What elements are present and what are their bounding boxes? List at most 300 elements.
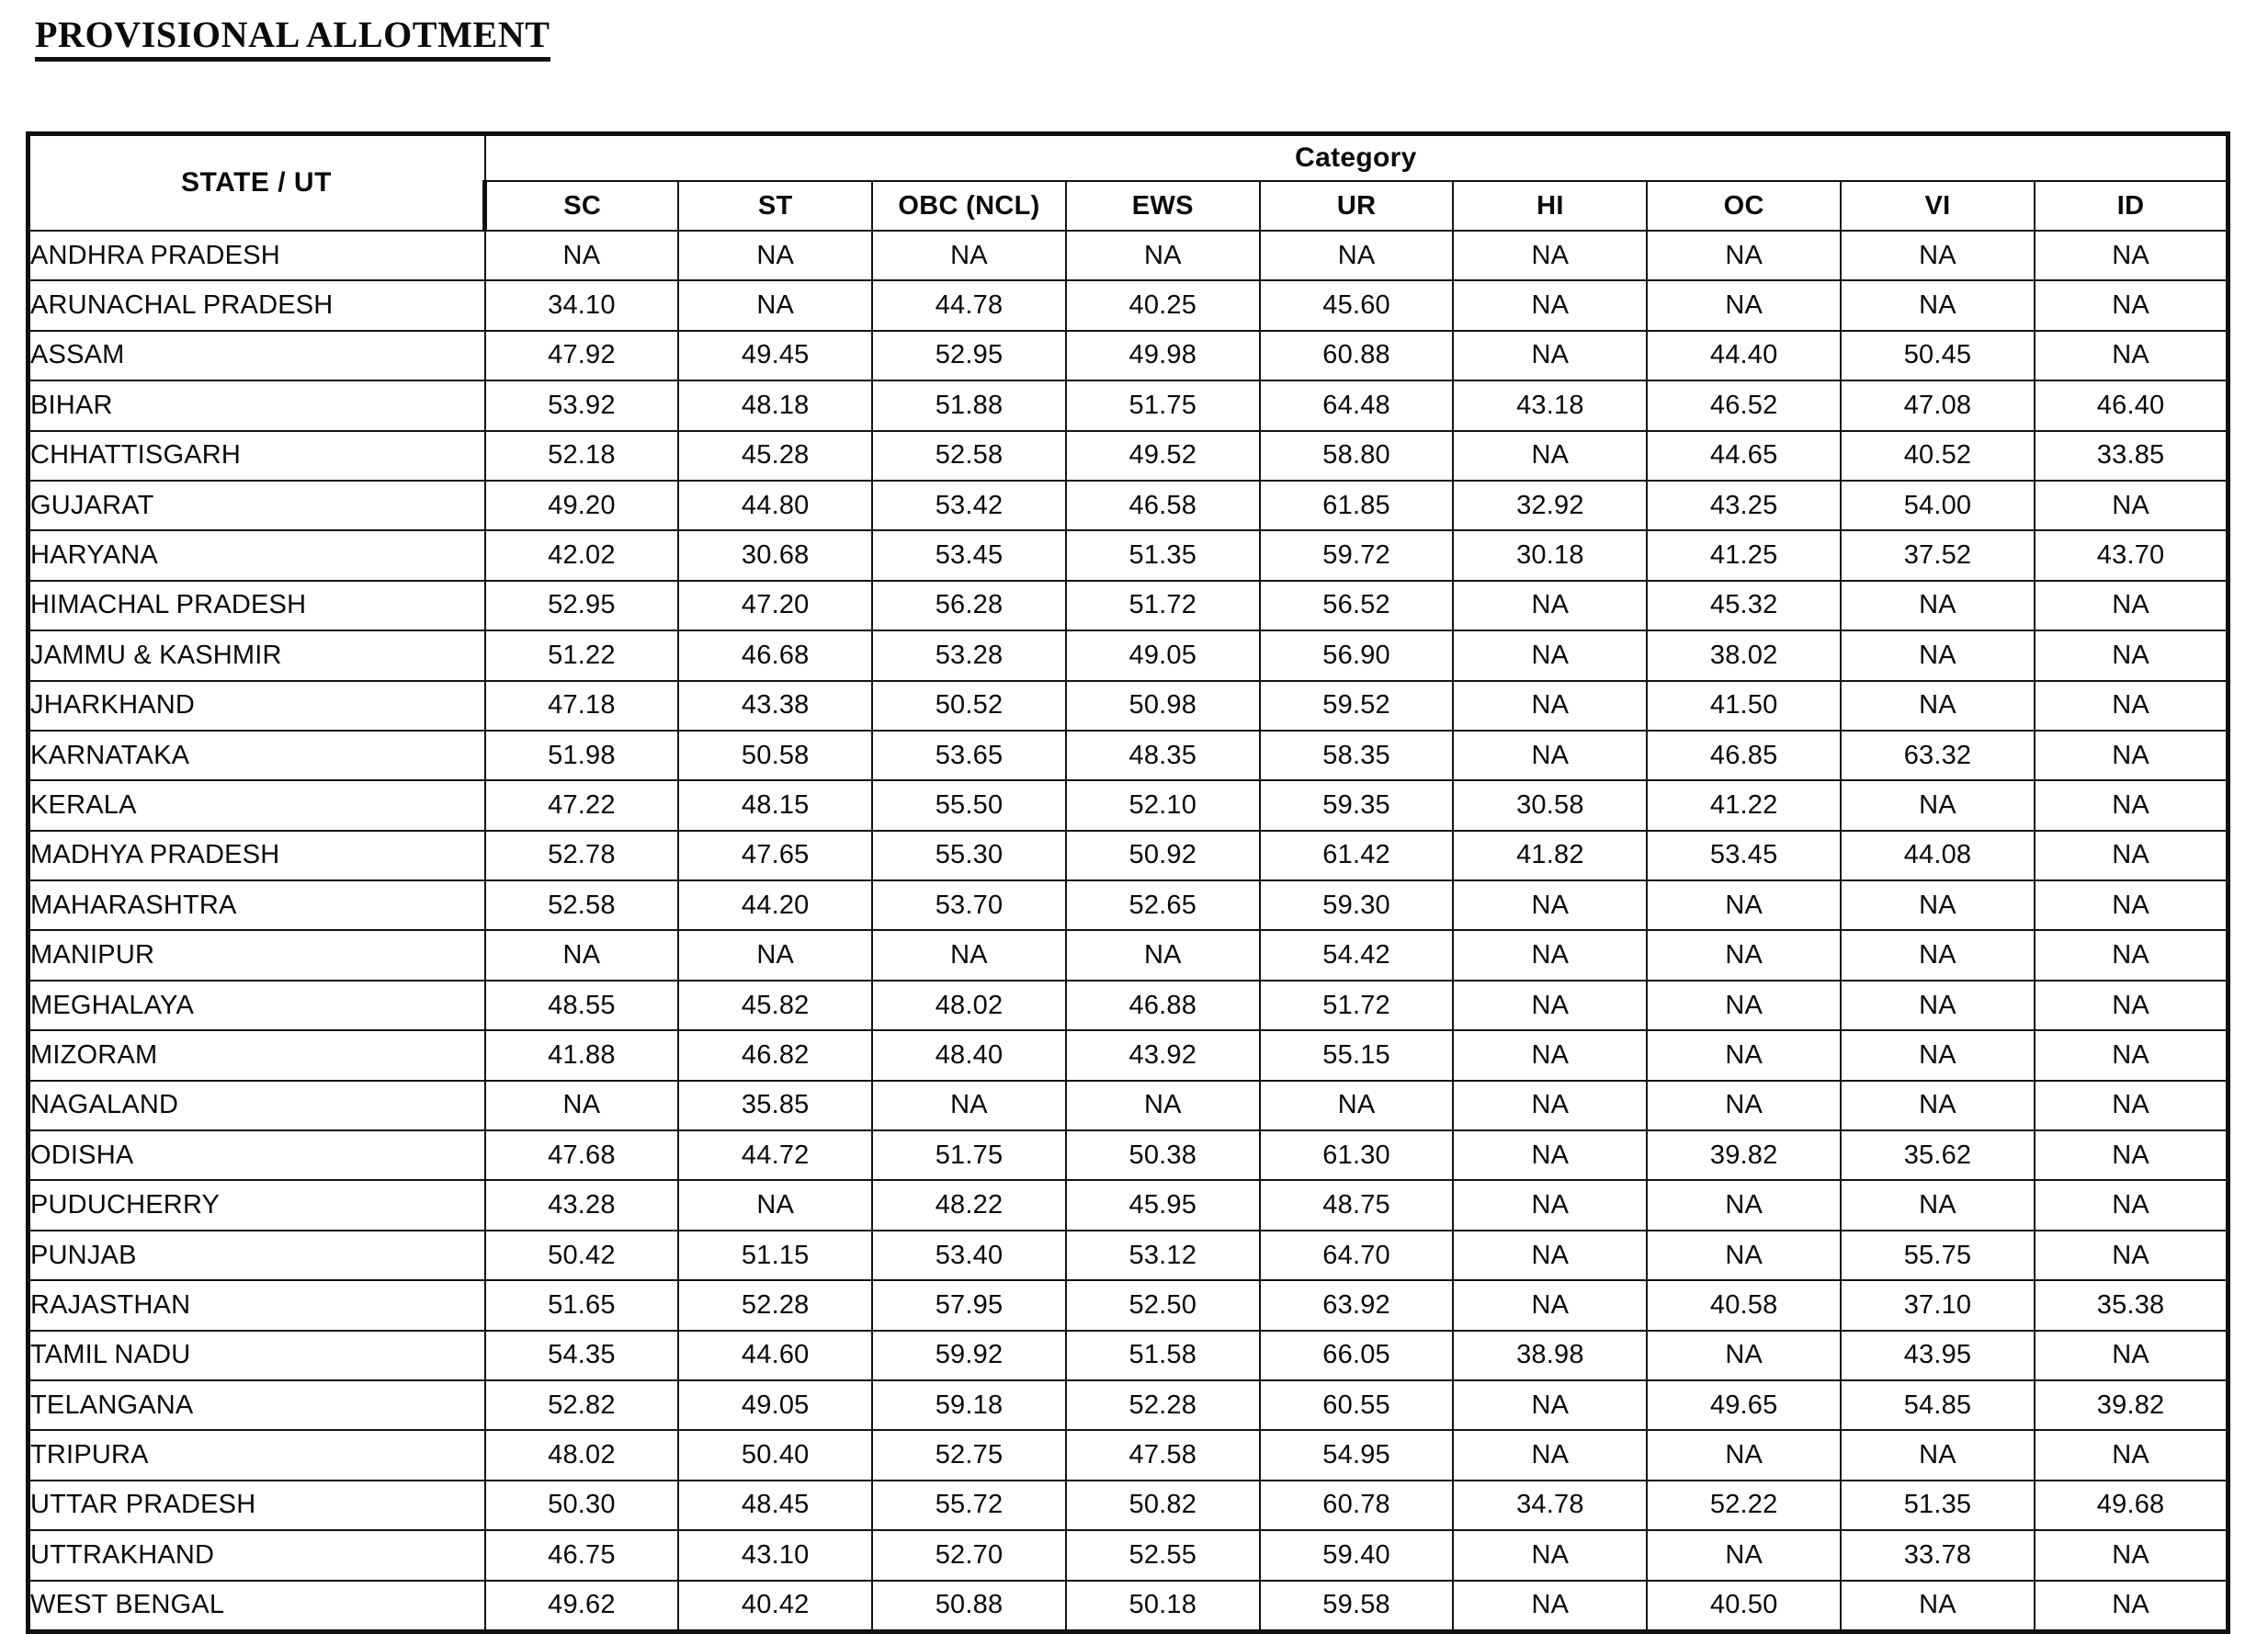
cell-ews-value: 52.65 — [1066, 880, 1260, 930]
cell-state-name: PUNJAB — [28, 1231, 485, 1280]
cell-vi-value: NA — [1841, 880, 2035, 930]
cell-ews-value: 51.72 — [1066, 581, 1260, 630]
cell-ews-value: 43.92 — [1066, 1030, 1260, 1080]
cell-st-value: 30.68 — [678, 530, 872, 580]
cell-st-value: 52.28 — [678, 1280, 872, 1330]
cell-vi-value: 40.52 — [1841, 431, 2035, 481]
cell-hi-value: NA — [1453, 1030, 1647, 1080]
cell-ews-value: NA — [1066, 1081, 1260, 1130]
cell-oc-value: 40.58 — [1647, 1280, 1841, 1330]
cell-oc-value: NA — [1647, 981, 1841, 1030]
cell-id-value: NA — [2035, 1030, 2228, 1080]
cell-obc-ncl-value: 55.50 — [872, 780, 1066, 830]
column-header-hi: HI — [1453, 181, 1647, 231]
cell-ews-value: 50.92 — [1066, 831, 1260, 880]
cell-ur-value: 55.15 — [1260, 1030, 1454, 1080]
table-row — [28, 380, 2228, 430]
cell-id-value: NA — [2035, 1180, 2228, 1230]
cell-state-name: MADHYA PRADESH — [28, 831, 485, 880]
cell-id-value: NA — [2035, 1081, 2228, 1130]
provisional-allotment-table — [26, 131, 2230, 1634]
cell-state-name: ARUNACHAL PRADESH — [28, 280, 485, 330]
cell-oc-value: 41.50 — [1647, 681, 1841, 731]
cell-obc-ncl-value: 52.75 — [872, 1430, 1066, 1480]
cell-sc-value: 43.28 — [485, 1180, 679, 1230]
cell-state-name: JAMMU & KASHMIR — [28, 630, 485, 680]
cell-sc-value: 50.30 — [485, 1481, 679, 1530]
table-body — [28, 231, 2228, 1631]
cell-st-value: NA — [678, 231, 872, 280]
cell-oc-value: NA — [1647, 1430, 1841, 1480]
cell-hi-value: NA — [1453, 1180, 1647, 1230]
cell-st-value: 43.10 — [678, 1530, 872, 1580]
column-header-id: ID — [2035, 181, 2228, 231]
cell-st-value: NA — [678, 930, 872, 980]
cell-id-value: NA — [2035, 1130, 2228, 1180]
cell-st-value: 35.85 — [678, 1081, 872, 1130]
cell-obc-ncl-value: 55.72 — [872, 1481, 1066, 1530]
cell-hi-value: NA — [1453, 630, 1647, 680]
cell-st-value: 44.80 — [678, 481, 872, 530]
cell-ews-value: NA — [1066, 231, 1260, 280]
cell-ews-value: 52.28 — [1066, 1380, 1260, 1430]
cell-oc-value: 41.22 — [1647, 780, 1841, 830]
cell-ews-value: 45.95 — [1066, 1180, 1260, 1230]
table-head — [28, 134, 2228, 232]
column-header-state-ut: STATE / UT — [28, 134, 485, 232]
cell-ews-value: 40.25 — [1066, 280, 1260, 330]
cell-sc-value: 48.55 — [485, 981, 679, 1030]
cell-ews-value: 52.10 — [1066, 780, 1260, 830]
cell-hi-value: 38.98 — [1453, 1331, 1647, 1380]
table-row — [28, 831, 2228, 880]
cell-obc-ncl-value: 53.42 — [872, 481, 1066, 530]
cell-st-value: NA — [678, 280, 872, 330]
cell-ur-value: 59.30 — [1260, 880, 1454, 930]
table-row — [28, 681, 2228, 731]
table-row — [28, 1581, 2228, 1632]
cell-st-value: 47.65 — [678, 831, 872, 880]
cell-ur-value: 54.42 — [1260, 930, 1454, 980]
column-header-oc: OC — [1647, 181, 1841, 231]
cell-sc-value: 51.22 — [485, 630, 679, 680]
cell-id-value: NA — [2035, 930, 2228, 980]
cell-vi-value: 37.52 — [1841, 530, 2035, 580]
cell-ews-value: 50.98 — [1066, 681, 1260, 731]
cell-obc-ncl-value: 59.18 — [872, 1380, 1066, 1430]
cell-vi-value: NA — [1841, 280, 2035, 330]
cell-ews-value: 49.05 — [1066, 630, 1260, 680]
cell-ews-value: 53.12 — [1066, 1231, 1260, 1280]
cell-sc-value: NA — [485, 1081, 679, 1130]
cell-st-value: 49.45 — [678, 331, 872, 380]
cell-ews-value: 50.38 — [1066, 1130, 1260, 1180]
cell-hi-value: NA — [1453, 1530, 1647, 1580]
cell-st-value: 46.68 — [678, 630, 872, 680]
cell-sc-value: 54.35 — [485, 1331, 679, 1380]
cell-ews-value: 52.50 — [1066, 1280, 1260, 1330]
cell-hi-value: NA — [1453, 1581, 1647, 1632]
cell-state-name: HIMACHAL PRADESH — [28, 581, 485, 630]
cell-vi-value: NA — [1841, 681, 2035, 731]
cell-ur-value: 59.72 — [1260, 530, 1454, 580]
allotment-table-container — [26, 131, 2226, 1634]
cell-ews-value: 51.35 — [1066, 530, 1260, 580]
cell-oc-value: NA — [1647, 1180, 1841, 1230]
table-row — [28, 1380, 2228, 1430]
cell-hi-value: NA — [1453, 1380, 1647, 1430]
cell-sc-value: 52.58 — [485, 880, 679, 930]
cell-oc-value: 53.45 — [1647, 831, 1841, 880]
cell-hi-value: 30.58 — [1453, 780, 1647, 830]
cell-hi-value: NA — [1453, 1081, 1647, 1130]
cell-id-value: NA — [2035, 481, 2228, 530]
cell-st-value: 46.82 — [678, 1030, 872, 1080]
cell-state-name: TRIPURA — [28, 1430, 485, 1480]
cell-ur-value: 54.95 — [1260, 1430, 1454, 1480]
cell-vi-value: NA — [1841, 981, 2035, 1030]
cell-oc-value: 52.22 — [1647, 1481, 1841, 1530]
cell-state-name: MANIPUR — [28, 930, 485, 980]
cell-hi-value: NA — [1453, 280, 1647, 330]
cell-vi-value: 33.78 — [1841, 1530, 2035, 1580]
cell-state-name: RAJASTHAN — [28, 1280, 485, 1330]
column-header-obc-ncl: OBC (NCL) — [872, 181, 1066, 231]
cell-hi-value: NA — [1453, 1231, 1647, 1280]
cell-st-value: 44.72 — [678, 1130, 872, 1180]
cell-id-value: NA — [2035, 1231, 2228, 1280]
cell-id-value: 33.85 — [2035, 431, 2228, 481]
cell-obc-ncl-value: 56.28 — [872, 581, 1066, 630]
cell-sc-value: NA — [485, 231, 679, 280]
cell-state-name: HARYANA — [28, 530, 485, 580]
cell-ur-value: 64.70 — [1260, 1231, 1454, 1280]
cell-state-name: UTTRAKHAND — [28, 1530, 485, 1580]
cell-oc-value: NA — [1647, 280, 1841, 330]
cell-st-value: NA — [678, 1180, 872, 1230]
cell-sc-value: 46.75 — [485, 1530, 679, 1580]
cell-id-value: NA — [2035, 1430, 2228, 1480]
cell-vi-value: 47.08 — [1841, 380, 2035, 430]
cell-oc-value: NA — [1647, 231, 1841, 280]
cell-ews-value: 51.75 — [1066, 380, 1260, 430]
cell-ews-value: 47.58 — [1066, 1430, 1260, 1480]
cell-state-name: UTTAR PRADESH — [28, 1481, 485, 1530]
cell-st-value: 51.15 — [678, 1231, 872, 1280]
cell-hi-value: 41.82 — [1453, 831, 1647, 880]
cell-obc-ncl-value: 48.22 — [872, 1180, 1066, 1230]
table-row — [28, 481, 2228, 530]
cell-state-name: ODISHA — [28, 1130, 485, 1180]
cell-obc-ncl-value: 53.65 — [872, 731, 1066, 780]
cell-hi-value: NA — [1453, 581, 1647, 630]
cell-obc-ncl-value: 50.88 — [872, 1581, 1066, 1632]
cell-oc-value: 40.50 — [1647, 1581, 1841, 1632]
cell-st-value: 40.42 — [678, 1581, 872, 1632]
cell-vi-value: 54.00 — [1841, 481, 2035, 530]
cell-id-value: NA — [2035, 780, 2228, 830]
cell-oc-value: NA — [1647, 1530, 1841, 1580]
cell-vi-value: 55.75 — [1841, 1231, 2035, 1280]
cell-ur-value: 63.92 — [1260, 1280, 1454, 1330]
cell-vi-value: NA — [1841, 231, 2035, 280]
column-header-st: ST — [678, 181, 872, 231]
cell-oc-value: NA — [1647, 1030, 1841, 1080]
cell-hi-value: NA — [1453, 331, 1647, 380]
cell-obc-ncl-value: NA — [872, 231, 1066, 280]
cell-vi-value: NA — [1841, 1081, 2035, 1130]
cell-ur-value: 60.55 — [1260, 1380, 1454, 1430]
cell-oc-value: 46.85 — [1647, 731, 1841, 780]
cell-id-value: 43.70 — [2035, 530, 2228, 580]
table-row — [28, 731, 2228, 780]
cell-st-value: 48.18 — [678, 380, 872, 430]
cell-st-value: 45.28 — [678, 431, 872, 481]
cell-ews-value: 50.82 — [1066, 1481, 1260, 1530]
cell-hi-value: 43.18 — [1453, 380, 1647, 430]
cell-ur-value: 58.80 — [1260, 431, 1454, 481]
cell-sc-value: 53.92 — [485, 380, 679, 430]
cell-vi-value: 44.08 — [1841, 831, 2035, 880]
table-row — [28, 981, 2228, 1030]
cell-ur-value: 59.35 — [1260, 780, 1454, 830]
cell-ur-value: 61.30 — [1260, 1130, 1454, 1180]
cell-id-value: 35.38 — [2035, 1280, 2228, 1330]
cell-obc-ncl-value: 48.40 — [872, 1030, 1066, 1080]
cell-st-value: 50.40 — [678, 1430, 872, 1480]
cell-sc-value: 47.22 — [485, 780, 679, 830]
cell-ews-value: 52.55 — [1066, 1530, 1260, 1580]
table-row — [28, 930, 2228, 980]
cell-state-name: PUDUCHERRY — [28, 1180, 485, 1230]
cell-ews-value: 49.98 — [1066, 331, 1260, 380]
cell-vi-value: NA — [1841, 1430, 2035, 1480]
table-row — [28, 880, 2228, 930]
cell-ur-value: NA — [1260, 231, 1454, 280]
table-row — [28, 1030, 2228, 1080]
cell-state-name: JHARKHAND — [28, 681, 485, 731]
cell-ur-value: NA — [1260, 1081, 1454, 1130]
cell-oc-value: NA — [1647, 1231, 1841, 1280]
cell-state-name: TELANGANA — [28, 1380, 485, 1430]
cell-st-value: 45.82 — [678, 981, 872, 1030]
cell-ur-value: 58.35 — [1260, 731, 1454, 780]
cell-state-name: MIZORAM — [28, 1030, 485, 1080]
cell-hi-value: NA — [1453, 981, 1647, 1030]
cell-st-value: 48.15 — [678, 780, 872, 830]
cell-ur-value: 56.52 — [1260, 581, 1454, 630]
cell-state-name: GUJARAT — [28, 481, 485, 530]
cell-st-value: 50.58 — [678, 731, 872, 780]
cell-obc-ncl-value: 53.45 — [872, 530, 1066, 580]
cell-state-name: NAGALAND — [28, 1081, 485, 1130]
cell-hi-value: 30.18 — [1453, 530, 1647, 580]
column-header-vi: VI — [1841, 181, 2035, 231]
cell-id-value: NA — [2035, 630, 2228, 680]
column-header-ews: EWS — [1066, 181, 1260, 231]
cell-ews-value: 48.35 — [1066, 731, 1260, 780]
cell-obc-ncl-value: 52.70 — [872, 1530, 1066, 1580]
cell-vi-value: NA — [1841, 1581, 2035, 1632]
table-row — [28, 1130, 2228, 1180]
cell-id-value: NA — [2035, 1530, 2228, 1580]
cell-ur-value: 59.40 — [1260, 1530, 1454, 1580]
cell-sc-value: 51.65 — [485, 1280, 679, 1330]
cell-sc-value: 52.82 — [485, 1380, 679, 1430]
cell-vi-value: 50.45 — [1841, 331, 2035, 380]
cell-oc-value: 44.40 — [1647, 331, 1841, 380]
cell-ur-value: 45.60 — [1260, 280, 1454, 330]
cell-oc-value: 45.32 — [1647, 581, 1841, 630]
cell-sc-value: 49.20 — [485, 481, 679, 530]
cell-sc-value: 47.92 — [485, 331, 679, 380]
cell-oc-value: 38.02 — [1647, 630, 1841, 680]
table-row — [28, 1481, 2228, 1530]
cell-id-value: NA — [2035, 731, 2228, 780]
cell-hi-value: NA — [1453, 1430, 1647, 1480]
cell-ews-value: 50.18 — [1066, 1581, 1260, 1632]
cell-state-name: KERALA — [28, 780, 485, 830]
cell-obc-ncl-value: 53.70 — [872, 880, 1066, 930]
cell-state-name: TAMIL NADU — [28, 1331, 485, 1380]
cell-obc-ncl-value: 59.92 — [872, 1331, 1066, 1380]
column-header-sc: SC — [485, 181, 679, 231]
cell-obc-ncl-value: 53.28 — [872, 630, 1066, 680]
cell-ews-value: 46.88 — [1066, 981, 1260, 1030]
cell-id-value: NA — [2035, 880, 2228, 930]
cell-sc-value: 52.78 — [485, 831, 679, 880]
cell-ur-value: 60.88 — [1260, 331, 1454, 380]
cell-id-value: NA — [2035, 981, 2228, 1030]
cell-state-name: MEGHALAYA — [28, 981, 485, 1030]
cell-st-value: 44.60 — [678, 1331, 872, 1380]
cell-ews-value: NA — [1066, 930, 1260, 980]
cell-oc-value: NA — [1647, 1081, 1841, 1130]
cell-sc-value: NA — [485, 930, 679, 980]
cell-hi-value: NA — [1453, 431, 1647, 481]
cell-id-value: NA — [2035, 1581, 2228, 1632]
table-row — [28, 1180, 2228, 1230]
cell-vi-value: 63.32 — [1841, 731, 2035, 780]
cell-id-value: NA — [2035, 1331, 2228, 1380]
table-row — [28, 1530, 2228, 1580]
cell-sc-value: 52.95 — [485, 581, 679, 630]
cell-oc-value: 41.25 — [1647, 530, 1841, 580]
cell-st-value: 47.20 — [678, 581, 872, 630]
table-row — [28, 1231, 2228, 1280]
cell-state-name: ASSAM — [28, 331, 485, 380]
cell-id-value: 39.82 — [2035, 1380, 2228, 1430]
cell-sc-value: 47.18 — [485, 681, 679, 731]
cell-ews-value: 49.52 — [1066, 431, 1260, 481]
cell-ur-value: 61.42 — [1260, 831, 1454, 880]
cell-hi-value: 32.92 — [1453, 481, 1647, 530]
cell-vi-value: 35.62 — [1841, 1130, 2035, 1180]
cell-hi-value: NA — [1453, 880, 1647, 930]
cell-obc-ncl-value: 52.58 — [872, 431, 1066, 481]
cell-id-value: 49.68 — [2035, 1481, 2228, 1530]
cell-obc-ncl-value: 51.88 — [872, 380, 1066, 430]
cell-state-name: ANDHRA PRADESH — [28, 231, 485, 280]
cell-id-value: NA — [2035, 331, 2228, 380]
cell-sc-value: 52.18 — [485, 431, 679, 481]
cell-obc-ncl-value: 52.95 — [872, 331, 1066, 380]
cell-oc-value: 46.52 — [1647, 380, 1841, 430]
cell-st-value: 48.45 — [678, 1481, 872, 1530]
cell-obc-ncl-value: 55.30 — [872, 831, 1066, 880]
cell-ews-value: 51.58 — [1066, 1331, 1260, 1380]
table-row — [28, 630, 2228, 680]
cell-ur-value: 64.48 — [1260, 380, 1454, 430]
cell-vi-value: 43.95 — [1841, 1331, 2035, 1380]
cell-ur-value: 59.58 — [1260, 1581, 1454, 1632]
cell-ur-value: 56.90 — [1260, 630, 1454, 680]
cell-vi-value: 37.10 — [1841, 1280, 2035, 1330]
cell-vi-value: NA — [1841, 1180, 2035, 1230]
cell-state-name: BIHAR — [28, 380, 485, 430]
cell-vi-value: NA — [1841, 630, 2035, 680]
cell-vi-value: NA — [1841, 581, 2035, 630]
table-row — [28, 1331, 2228, 1380]
cell-sc-value: 48.02 — [485, 1430, 679, 1480]
column-header-ur: UR — [1260, 181, 1454, 231]
table-row — [28, 280, 2228, 330]
cell-obc-ncl-value: 50.52 — [872, 681, 1066, 731]
cell-hi-value: NA — [1453, 231, 1647, 280]
cell-sc-value: 47.68 — [485, 1130, 679, 1180]
cell-state-name: KARNATAKA — [28, 731, 485, 780]
cell-obc-ncl-value: NA — [872, 930, 1066, 980]
cell-id-value: NA — [2035, 280, 2228, 330]
cell-ur-value: 51.72 — [1260, 981, 1454, 1030]
column-group-header-category: Category — [485, 134, 2228, 182]
cell-oc-value: 44.65 — [1647, 431, 1841, 481]
cell-obc-ncl-value: 51.75 — [872, 1130, 1066, 1180]
cell-hi-value: 34.78 — [1453, 1481, 1647, 1530]
table-row — [28, 331, 2228, 380]
cell-oc-value: 39.82 — [1647, 1130, 1841, 1180]
cell-hi-value: NA — [1453, 1130, 1647, 1180]
table-row — [28, 1430, 2228, 1480]
cell-obc-ncl-value: NA — [872, 1081, 1066, 1130]
cell-vi-value: 51.35 — [1841, 1481, 2035, 1530]
cell-ur-value: 66.05 — [1260, 1331, 1454, 1380]
cell-oc-value: 43.25 — [1647, 481, 1841, 530]
cell-id-value: NA — [2035, 681, 2228, 731]
cell-state-name: WEST BENGAL — [28, 1581, 485, 1632]
cell-hi-value: NA — [1453, 930, 1647, 980]
cell-sc-value: 41.88 — [485, 1030, 679, 1080]
cell-obc-ncl-value: 48.02 — [872, 981, 1066, 1030]
title-container — [35, 15, 1138, 70]
cell-st-value: 44.20 — [678, 880, 872, 930]
table-row — [28, 780, 2228, 830]
cell-id-value: NA — [2035, 581, 2228, 630]
cell-state-name: MAHARASHTRA — [28, 880, 485, 930]
cell-sc-value: 42.02 — [485, 530, 679, 580]
cell-id-value: NA — [2035, 831, 2228, 880]
cell-vi-value: NA — [1841, 1030, 2035, 1080]
table-row — [28, 530, 2228, 580]
header-row-top — [28, 134, 2228, 182]
cell-sc-value: 50.42 — [485, 1231, 679, 1280]
cell-vi-value: NA — [1841, 780, 2035, 830]
table-row — [28, 581, 2228, 630]
cell-ur-value: 59.52 — [1260, 681, 1454, 731]
cell-oc-value: NA — [1647, 930, 1841, 980]
cell-vi-value: NA — [1841, 930, 2035, 980]
table-row — [28, 231, 2228, 280]
